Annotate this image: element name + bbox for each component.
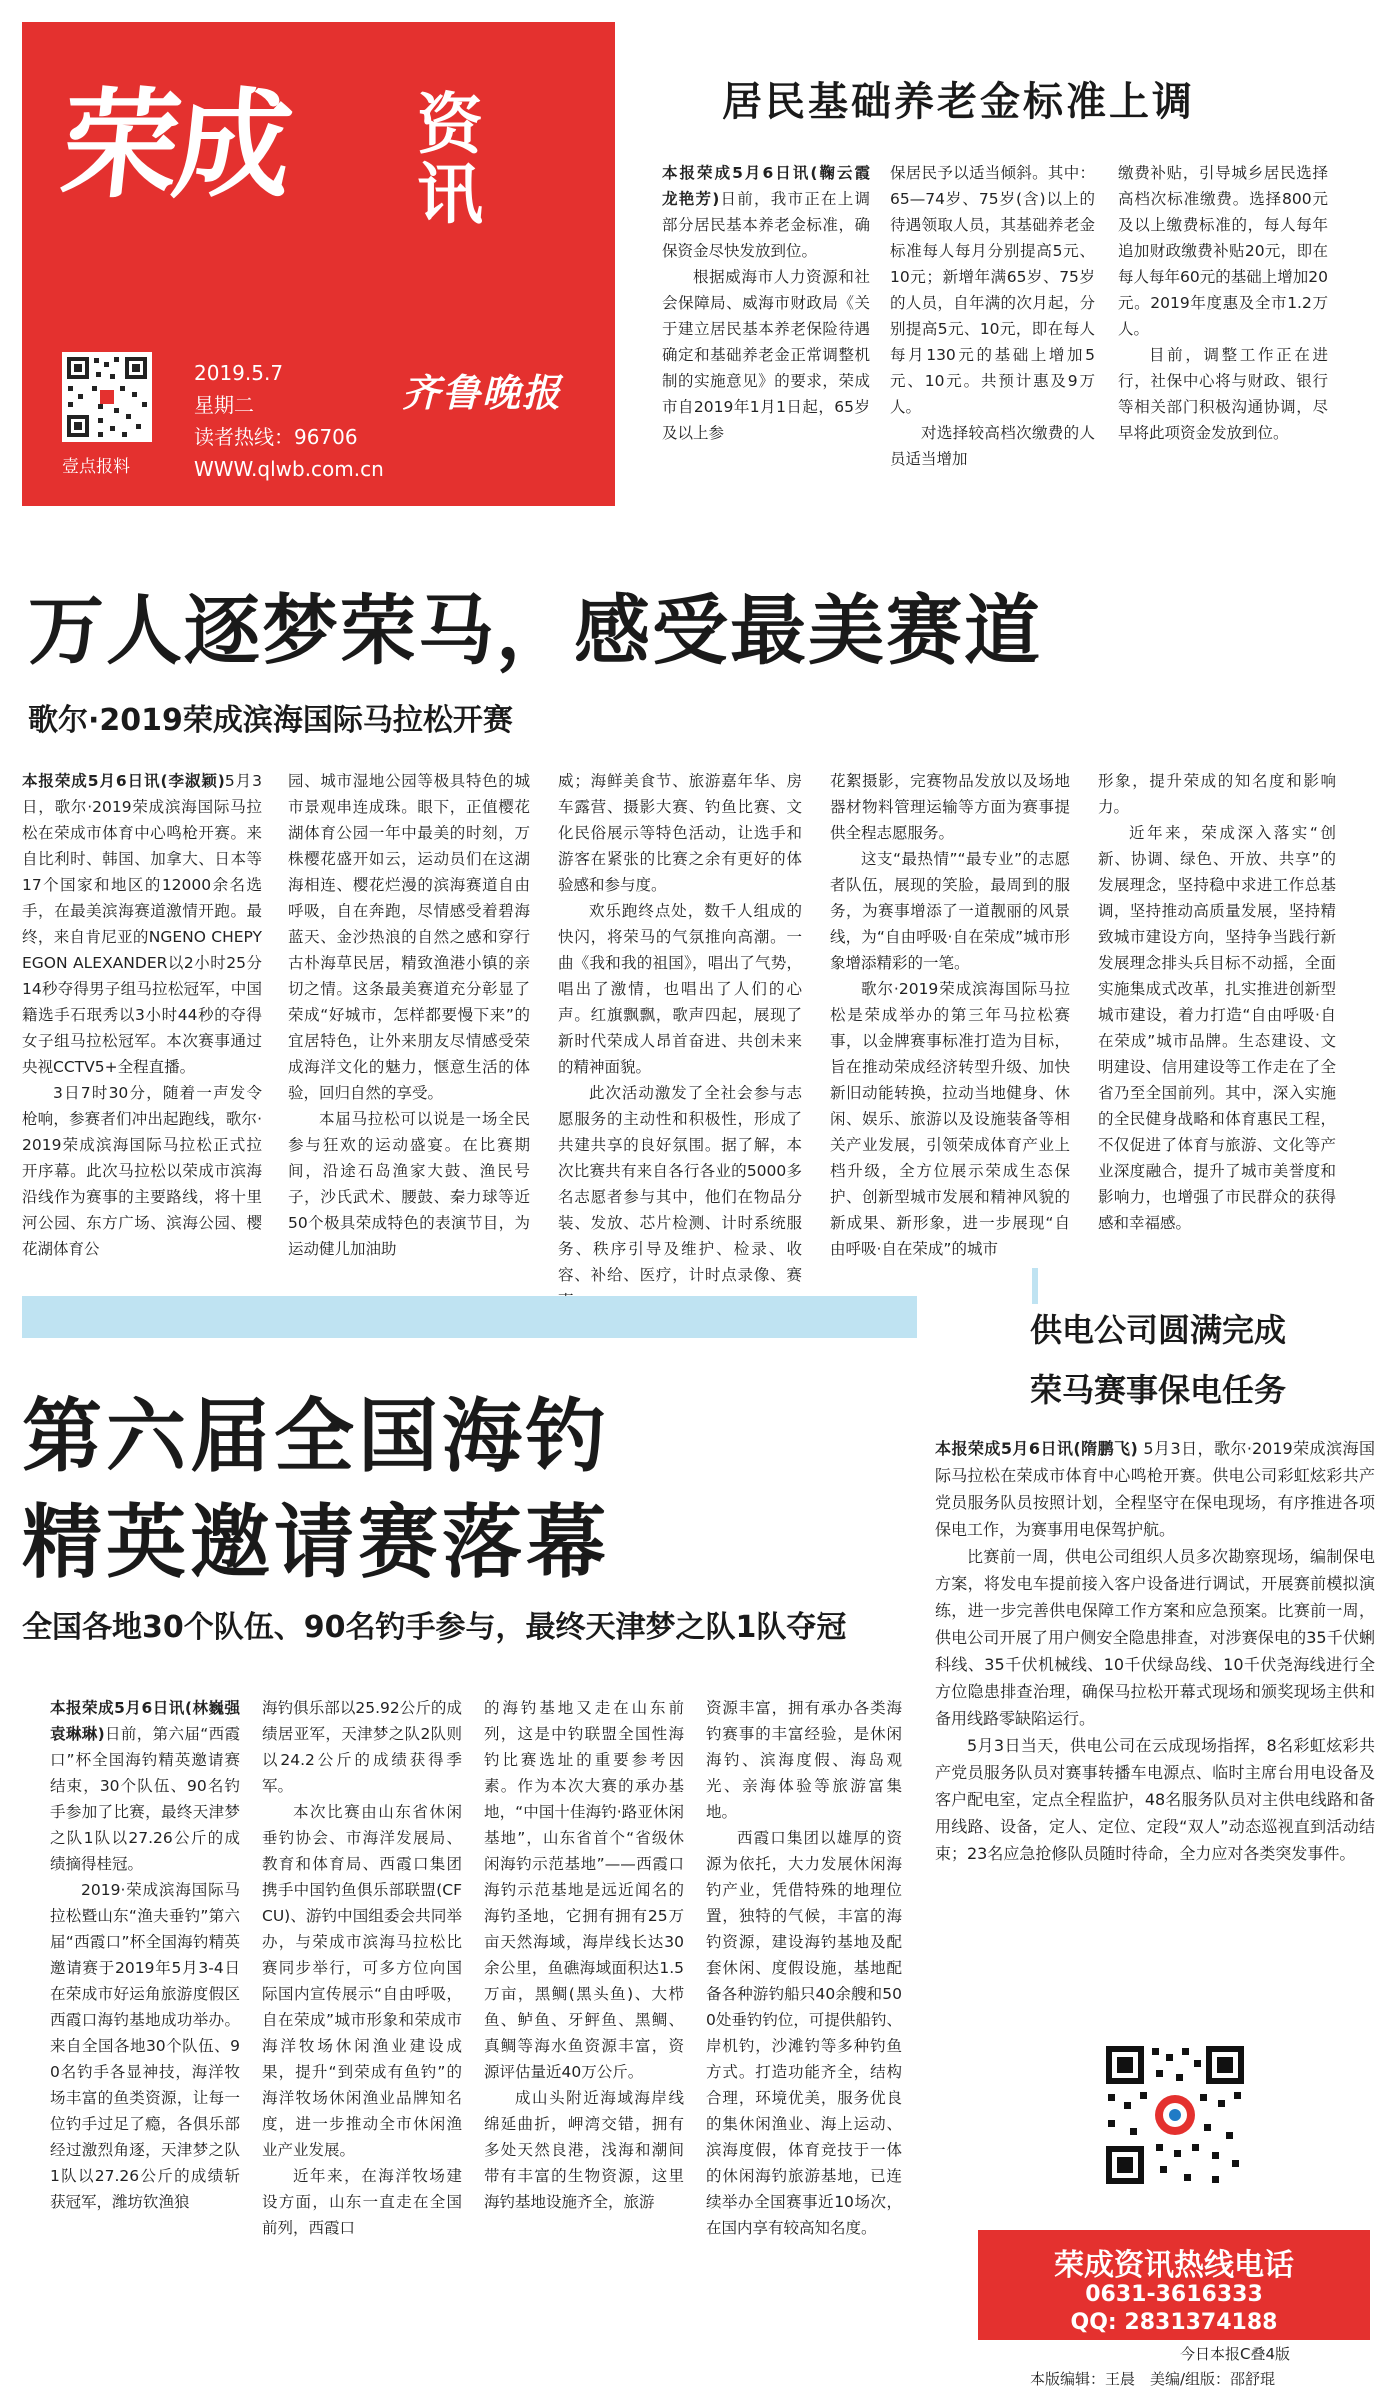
reader-hotline: 读者热线：96706 [194, 425, 358, 449]
article4-title-line2: 荣马赛事保电任务 [1030, 1371, 1287, 1409]
article3-byline: 本报荣成5月6日讯(林巍强 袁琳琳) [50, 1699, 256, 1743]
qr-code-icon [62, 352, 152, 442]
hotline-title: 荣成资讯热线电话 [1054, 2248, 1294, 2283]
footer-editors: 本版编辑：王晨 美编/组版：邵舒琨 [1030, 2370, 1276, 2388]
article2-col3: 威；海鲜美食节、旅游嘉年华、房车露营、摄影大赛、钓鱼比赛、文化民俗展示等特色活动，让选手和游客在紧张的比赛之余有更好的体验感和参与度。 欢乐跑终点处，数千人组成的快闪，将荣马的气氛推向高潮。一曲《我和我的祖国》，唱出了气势，唱出了激情，也唱出了人们的心声。红旗飘飘，歌声四起，展现了新时代荣成人昂首奋进、共创未来的精神面貌。 此次活动激发了全社会参与志愿服务的主动性和积极性，形成了共建共享的良好氛围。据了解，本次比赛共有来自各行各业的5000多名志愿者参与其中，他们在物品分装、发放、芯片检测、计时系统服务、秩序引导及维护、检录、收容、补给、医疗，计时点录像、赛 [558, 772, 802, 1284]
article4-body: 本报荣成5月6日讯(隋鹏飞) 5月3日，歌尔·2019荣成滨海国际马拉松在荣成市体育中心鸣枪开赛。供电公司彩虹炫彩共产党员服务队员按照计划，全程坚守在保电现场，有序推进各项保电工作，为赛事用电保驾护航。 比赛前一周，供电公司组织人员多次勘察现场，编制保电方案，将发电车提前接入客户设备进行调试，开展赛前模拟演练，进一步完善供电保障工作方案和应急预案。比赛前一周，供电公司开展了用户侧安全隐患排查，对涉赛保电的35千伏蜊科线、35千伏机械线、10千伏绿岛线、10千伏尧海线进行全方位隐患排查治理，确保马拉松开幕式现场和颁奖现场主供和备用线路零缺陷运行。 5月3日当天，供电公司在云成现场指挥，8名彩虹炫彩共产党员服务队员对赛事转播车电源点、临时主席台用电设备及客户配电室，定点全程监护，48名服务队员对主供电线路和备用线路、设备，定人、定位、定段“双人”动态巡视直到活动结束；23名应急抢修队员随时待命，全力应对各类突发事件。 [935, 1439, 1375, 1863]
article3-col3: 的海钓基地又走在山东前列，这是中钓联盟全国性海钓比赛选址的重要参考因素。作为本次大赛的承办基地，“中国十佳海钓·路亚休闲基地”，山东省首个“省级休闲海钓示范基地”——西霞口海钓示范基地是远近闻名的海钓圣地，它拥有拥有25万亩天然海域，海岸线长达30余公里，鱼礁海域面积达1.5万亩，黑鲷(黑头鱼)、大栉鱼、鲈鱼、牙鲆鱼、黑鲷、真鲷等海水鱼资源丰富，资源评估量近40万公斤。 成山头附近海域海岸线绵延曲折，岬湾交错，拥有多处天然良港，浅海和潮间带有丰富的生物资源，这里海钓基地设施齐全，旅游 [484, 1699, 684, 2211]
hotline-qq[interactable]: QQ: 2831374188 [1070, 2310, 1278, 2335]
article3-title-line1: 第六届全国海钓 [22, 1390, 610, 1483]
article1-col1: 本报荣成5月6日讯(鞠云霞 龙艳芳)日前，我市正在上调部分居民基本养老金标准，确保资金尽快发放到位。 根据威海市人力资源和社会保障局、威海市财政局《关于建立居民基本养老保险待遇确定和基础养老金正常调整机制的实施意见》的要求，荣成市自2019年1月1日起，65岁及以上参 [662, 164, 886, 442]
website-link[interactable]: WWW.qlwb.com.cn [194, 457, 384, 481]
article4-title-line1: 供电公司圆满完成 [1030, 1311, 1287, 1349]
article1-col2: 保居民予以适当倾斜。其中：65—74岁、75岁(含)以上的待遇领取人员，其基础养老金标准每人每月分别提高5元、10元；新增年满65岁、75岁的人员，自年满的次月起，分别提高5元、10元，即在每人每月130元的基础上增加5元、10元。共预计惠及9万人。 对选择较高档次缴费的人员适当增加 [890, 164, 1095, 468]
paper-name-logo: 齐鲁晚报 [402, 370, 563, 415]
divider-bar-right [1032, 1268, 1038, 1304]
hotline-box [978, 2230, 1370, 2340]
article3-col2: 海钓俱乐部以25.92公斤的成绩居亚军，天津梦之队2队则以24.2公斤的成绩获得季军。 本次比赛由山东省休闲垂钓协会、市海洋发展局、教育和体育局、西霞口集团携手中国钓鱼俱乐部联盟(CFCU)、游钓中国组委会共同举办，与荣成市滨海马拉松比赛同步举行，可多方位向国际国内宣传展示“自由呼吸，自在荣成”城市形象和荣成市海洋牧场休闲渔业建设成果，提升“到荣成有鱼钓”的海洋牧场休闲渔业品牌知名度，进一步推动全市休闲渔业产业发展。 近年来，在海洋牧场建设方面，山东一直走在全国前列，西霞口 [262, 1699, 462, 2237]
hotline-qr-code-icon [1100, 2040, 1250, 2190]
issue-weekday: 星期二 [194, 393, 254, 417]
article3-subtitle: 全国各地30个队伍、90名钓手参与，最终天津梦之队1队夺冠 [22, 1610, 847, 1645]
article1-title: 居民基础养老金标准上调 [722, 79, 1195, 125]
article4-byline: 本报荣成5月6日讯(隋鹏飞) [935, 1439, 1138, 1458]
logo-main-text: 荣成 [54, 76, 294, 214]
article2-col5: 形象，提升荣成的知名度和影响力。 近年来，荣成深入落实“创新、协调、绿色、开放、共享”的发展理念，坚持稳中求进工作总基调，坚持推动高质量发展，坚持精致城市建设方向，坚持争当践行新发展理念排头兵目标不动摇，全面实施集成式改革，扎实推进创新型城市建设，着力打造“自由呼吸·自在荣成”城市品牌。生态建设、文明建设、信用建设等工作走在了全省乃至全国前列。其中，深入实施的全民健身战略和体育惠民工程，不仅促进了体育与旅游、文化等产业深度融合，提升了城市美誉度和影响力，也增强了市民群众的获得感和幸福感。 [1098, 772, 1336, 1232]
article2-subtitle: 歌尔·2019荣成滨海国际马拉松开赛 [28, 703, 513, 738]
article2-title: 万人逐梦荣马，感受最美赛道 [28, 586, 1042, 675]
article2-col4: 花絮摄影，完赛物品发放以及场地器材物料管理运输等方面为赛事提供全程志愿服务。 这支“最热情”“最专业”的志愿者队伍，展现的笑脸，最周到的服务，为赛事增添了一道靓丽的风景线，为“自由呼吸·自在荣成”城市形象增添精彩的一笔。 歌尔·2019荣成滨海国际马拉松是荣成举办的第三年马拉松赛事，以金牌赛事标准打造为目标，旨在推动荣成经济转型升级、加快新旧动能转换，拉动当地健身、休闲、娱乐、旅游以及设施装备等相关产业发展，引领荣成体育产业上档升级，全方位展示荣成生态保护、创新型城市发展和精神风貌的新成果、新形象，进一步展现“自由呼吸·自在荣成”的城市 [830, 772, 1070, 1258]
logo-side-text: 资讯 [417, 86, 483, 233]
article1-byline: 本报荣成5月6日讯(鞠云霞 龙艳芳) [662, 164, 886, 208]
masthead-info [194, 357, 384, 485]
footer-notice: 今日本报C叠4版 [1180, 2345, 1291, 2363]
article3-col4: 资源丰富，拥有承办各类海钓赛事的丰富经验，是休闲海钓、滨海度假、海岛观光、亲海体验等旅游富集地。 西霞口集团以雄厚的资源为依托，大力发展休闲海钓产业，凭借特殊的地理位置，独特的气候，丰富的海钓资源，建设海钓基地及配套休闲、度假设施，基地配备各种游钓船只40余艘和500处垂钓钓位，可提供船钓、岸机钓，沙滩钓等多种钓鱼方式。打造功能齐全，结构合理，环境优美，服务优良的集休闲渔业、海上运动、滨海度假，体育竞技于一体的休闲海钓旅游基地，已连续举办全国赛事近10场次，在国内享有较高知名度。 [706, 1699, 902, 2237]
qr-label: 壹点报料 [62, 457, 130, 477]
masthead-logo [54, 60, 483, 233]
hotline-phone[interactable]: 0631-3616333 [1085, 2282, 1263, 2307]
article3-col1: 本报荣成5月6日讯(林巍强 袁琳琳)日前，第六届“西霞口”杯全国海钓精英邀请赛结束，30个队伍、90名钓手参加了比赛，最终天津梦之队1队以27.26公斤的成绩摘得桂冠。 2019·荣成滨海国际马拉松暨山东“渔夫垂钓”第六届“西霞口”杯全国海钓精英邀请赛于2019年5月3-4日在荣成市好运角旅游度假区西霞口海钓基地成功举办。来自全国各地30个队伍、90名钓手各显神技，海洋牧场丰富的鱼类资源，让每一位钓手过足了瘾，各俱乐部经过激烈角逐，天津梦之队1队以27.26公斤的成绩斩获冠军，潍坊钦渔狼 [50, 1699, 256, 2211]
article3-title-line2: 精英邀请赛落幕 [22, 1496, 610, 1589]
divider-bar-left [22, 1296, 917, 1338]
article2-byline: 本报荣成5月6日讯(李淑颖) [22, 772, 225, 790]
issue-date: 2019.5.7 [194, 361, 284, 385]
article2-col2: 园、城市湿地公园等极具特色的城市景观串连成珠。眼下，正值樱花湖体育公园一年中最美的时刻，万株樱花盛开如云，运动员们在这湖海相连、樱花烂漫的滨海赛道自由呼吸，自在奔跑，尽情感受着碧海蓝天、金沙热浪的自然之感和穿行古朴海草民居，精致渔港小镇的亲切之情。这条最美赛道充分彰显了荣成“好城市，怎样都要慢下来”的宜居特色，让外来朋友尽情感受荣成海洋文化的魅力，惬意生活的体验，回归自然的享受。 本届马拉松可以说是一场全民参与狂欢的运动盛宴。在比赛期间，沿途石岛渔家大鼓、渔民号子，沙氏武术、腰鼓、秦力球等近50个极具荣成特色的表演节目，为运动健儿加油助 [288, 772, 530, 1258]
article2-col1: 本报荣成5月6日讯(李淑颖)5月3日，歌尔·2019荣成滨海国际马拉松在荣成市体育中心鸣枪开赛。来自比利时、韩国、加拿大、日本等17个国家和地区的12000余名选手，在最美滨海赛道激情开跑。最终，来自肯尼亚的NGENO CHEPYEGON ALEXANDER以2小时25分14秒夺得男子组马拉松冠军，中国籍选手石珉秀以3小时44秒的夺得女子组马拉松冠军。本次赛事通过央视CCTV5+全程直播。 3日7时30分，随着一声发令枪响，参赛者们冲出起跑线，歌尔·2019荣成滨海国际马拉松正式拉开序幕。此次马拉松以荣成市滨海沿线作为赛事的主要路线，将十里河公园、东方广场、滨海公园、樱花湖体育公 [22, 772, 262, 1258]
masthead [22, 22, 615, 506]
article1-col3: 缴费补贴，引导城乡居民选择高档次标准缴费。选择800元及以上缴费标准的，每人每年追加财政缴费补贴20元，即在每人每年60元的基础上增加20元。2019年度惠及全市1.2万人。 目前，调整工作正在进行，社保中心将与财政、银行等相关部门积极沟通协调，尽早将此项资金发放到位。 [1118, 164, 1328, 442]
